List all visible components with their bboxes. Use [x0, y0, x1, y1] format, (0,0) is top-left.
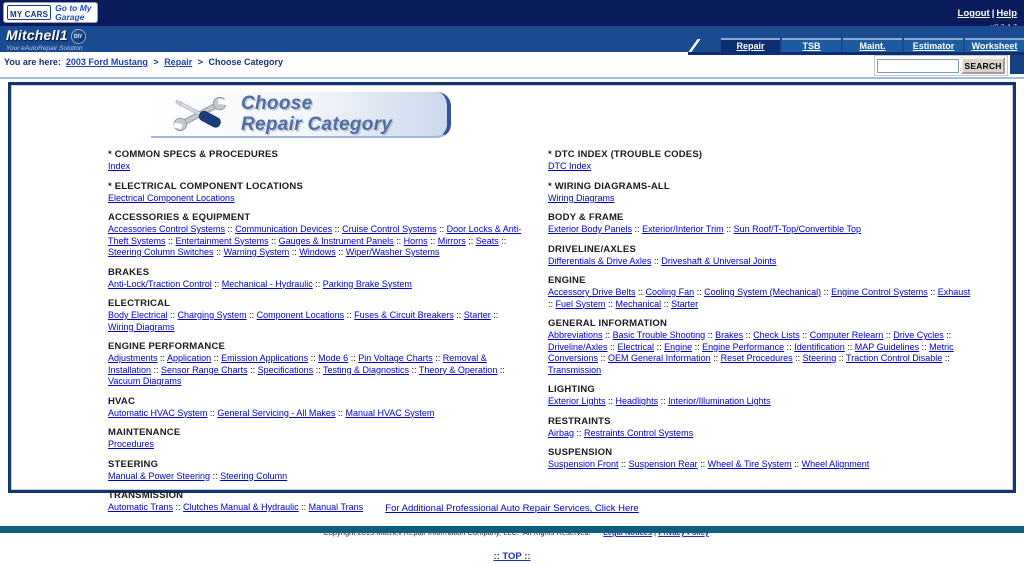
promo-link[interactable]: For Additional Professional Auto Repair Services, Click Here [385, 503, 639, 514]
my-cars-plate-icon [7, 5, 51, 20]
nav-tab-strip [693, 36, 1024, 52]
category-title: * WIRING DIAGRAMS-ALL [548, 180, 670, 192]
link-separator: :: [605, 298, 616, 309]
breadcrumb-separator: > [153, 57, 159, 67]
category-link[interactable]: Fuel System [555, 298, 606, 309]
link-separator: :: [497, 364, 505, 375]
category-link[interactable]: Specifications [257, 364, 314, 375]
link-separator: :: [246, 310, 257, 320]
category-link[interactable]: Mirrors [437, 235, 466, 246]
category-link[interactable]: Exhaust [937, 287, 971, 297]
link-separator: :: [821, 287, 832, 297]
category-link[interactable]: Door Locks & Anti-Theft Systems [108, 224, 522, 246]
tab-tsb[interactable]: TSB [782, 38, 841, 52]
category-links [108, 310, 522, 333]
category-link[interactable]: Metric Conversions [548, 341, 954, 363]
category-link[interactable]: Windows [299, 247, 336, 257]
help-link[interactable]: Help [996, 8, 1017, 19]
go-to-my-garage-button[interactable] [3, 2, 98, 23]
link-separator: :: [465, 235, 476, 246]
link-separator: :: [289, 247, 300, 257]
category-title: BRAKES [108, 266, 150, 278]
category-link[interactable]: Engine Control Systems [831, 287, 928, 297]
category-link[interactable]: Body Electrical [108, 310, 168, 320]
category-title: SUSPENSION [548, 447, 613, 458]
search-panel [874, 55, 1008, 76]
link-separator: :: [308, 353, 319, 363]
category-link[interactable]: MAP Guidelines [854, 341, 920, 352]
tab-maint[interactable]: Maint. [843, 38, 902, 52]
category-links [108, 161, 522, 173]
category-link[interactable]: Interior/Illumination Lights [668, 396, 771, 406]
category-links [108, 439, 522, 451]
link-separator: :: [705, 330, 716, 340]
link-separator: :: [844, 341, 855, 352]
category-link[interactable]: Wiring Diagrams [548, 192, 615, 203]
link-separator: :: [490, 310, 499, 320]
link-separator: :: [651, 255, 662, 266]
link-separator: :: [211, 278, 222, 289]
category-link[interactable]: Abbreviations [548, 330, 603, 340]
category-title: ENGINE PERFORMANCE [108, 341, 226, 352]
category-links [108, 224, 522, 259]
category-links [548, 161, 974, 173]
brand-name: Mitchell1 [6, 27, 68, 43]
category-link[interactable]: Pin Voltage Charts [358, 353, 433, 363]
category-links [548, 396, 974, 408]
link-separator: :: [427, 235, 438, 246]
category-section [108, 298, 522, 333]
category-link[interactable]: Restraints Control Systems [584, 427, 694, 438]
category-link[interactable]: Steering [802, 353, 837, 363]
category-link[interactable]: Automatic HVAC System [108, 407, 208, 418]
category-title: HVAC [108, 395, 136, 407]
link-separator: :: [247, 364, 258, 375]
link-separator: :: [165, 235, 176, 246]
link-separator: :: [498, 235, 507, 246]
category-link[interactable]: OEM General Information [608, 353, 711, 363]
category-link[interactable]: Wheel & Tire System [707, 459, 792, 469]
category-link[interactable]: Suspension Rear [628, 459, 698, 469]
link-separator: :: [919, 341, 930, 352]
link-separator: :: [697, 459, 708, 469]
breadcrumb-current: Choose Category [208, 57, 284, 67]
category-link[interactable]: Brakes [715, 330, 744, 340]
category-link[interactable]: Warning System [223, 247, 290, 257]
link-separator: :: [692, 341, 703, 352]
category-link[interactable]: Mode 6 [318, 353, 349, 363]
category-link[interactable]: Manual HVAC System [345, 407, 435, 418]
category-link[interactable]: Steering Column [220, 470, 288, 481]
link-separator: :: [312, 278, 323, 289]
category-title: BODY & FRAME [548, 212, 624, 223]
category-links [548, 256, 974, 268]
category-links [548, 459, 974, 471]
category-links [548, 224, 974, 236]
category-section [108, 341, 522, 388]
back-to-top-link[interactable]: :: TOP :: [493, 551, 531, 562]
category-section [548, 275, 974, 310]
category-link[interactable]: Theory & Operation [418, 364, 498, 375]
link-separator: :: [432, 353, 443, 363]
link-separator: :: [618, 459, 629, 469]
category-link[interactable]: Starter [671, 298, 699, 309]
link-separator: :: [210, 470, 221, 481]
category-title: * DTC INDEX (TROUBLE CODES) [548, 149, 703, 160]
garage-button-label: Go to My Garage [55, 2, 92, 22]
category-section [548, 447, 974, 471]
category-link[interactable]: Parking Brake System [322, 278, 412, 289]
category-link[interactable]: Suspension Front [548, 459, 619, 469]
category-link[interactable]: Transmission [548, 364, 602, 375]
link-separator: :: [348, 353, 359, 363]
category-links [108, 193, 522, 205]
category-section [548, 244, 974, 268]
breadcrumb-separator: > [197, 57, 203, 67]
category-link[interactable]: Sensor Range Charts [161, 364, 248, 375]
category-section [108, 427, 522, 451]
category-link[interactable]: Wiper/Washer Systems [345, 247, 440, 257]
link-separator: :: [792, 353, 803, 363]
breadcrumb-row [0, 52, 1024, 77]
category-link[interactable]: Exterior Body Panels [548, 224, 633, 234]
search-input[interactable] [877, 59, 959, 73]
category-section [108, 149, 522, 173]
category-link[interactable]: Procedures [108, 439, 155, 449]
category-link[interactable]: Exterior Lights [548, 396, 606, 406]
category-link[interactable]: Clutches Manual & Hydraulic [183, 502, 299, 512]
category-link[interactable]: Entertainment Systems [175, 235, 269, 246]
category-title: LIGHTING [548, 384, 595, 395]
category-link[interactable]: Airbag [548, 427, 575, 438]
link-separator: :: [654, 341, 665, 352]
link-separator: :: [335, 407, 346, 418]
link-separator: :: [298, 502, 309, 512]
category-title: * COMMON SPECS & PROCEDURES [108, 149, 279, 160]
breadcrumb-vehicle-link[interactable]: 2003 Ford Mustang [65, 57, 148, 67]
logout-link[interactable]: Logout [957, 8, 990, 19]
category-link[interactable]: General Servicing - All Makes [217, 407, 336, 418]
bottom-accent-bar [0, 526, 1024, 533]
header-right-corner [1010, 52, 1024, 74]
category-link[interactable]: Cruise Control Systems [342, 224, 437, 234]
category-title: RESTRAINTS [548, 415, 611, 427]
category-link[interactable]: Horns [403, 235, 428, 246]
category-section [108, 267, 522, 291]
crossed-tools-icon [169, 94, 231, 134]
category-link[interactable]: Seats [475, 235, 499, 246]
category-link[interactable]: Index [108, 161, 131, 171]
link-separator: :: [211, 353, 222, 363]
link-separator: :: [607, 341, 618, 352]
category-title: ACCESSORIES & EQUIPMENT [108, 212, 251, 223]
breadcrumb [4, 57, 283, 67]
link-separator: :: [694, 287, 705, 297]
link-separator: :: [548, 298, 556, 309]
link-separator: :: [167, 310, 178, 320]
category-title: * ELECTRICAL COMPONENT LOCATIONS [108, 180, 303, 192]
top-bar [0, 0, 1024, 26]
category-link[interactable]: Reset Procedures [720, 353, 793, 363]
link-separator: :: [942, 353, 950, 363]
category-link[interactable]: Accessories Control Systems [108, 224, 226, 234]
category-link[interactable]: Check Lists [753, 330, 800, 340]
link-separator: :: [836, 353, 847, 363]
link-separator: :: [927, 287, 938, 297]
link-separator: :: [710, 353, 721, 363]
category-link[interactable]: Gauges & Instrument Panels [278, 235, 394, 246]
category-link[interactable]: Electrical [617, 341, 655, 352]
category-title: GENERAL INFORMATION [548, 318, 668, 329]
choose-repair-category-banner [151, 92, 451, 138]
category-links [548, 428, 974, 440]
link-separator: :: [207, 407, 218, 418]
category-link[interactable]: Drive Cycles [893, 330, 944, 340]
link-separator: :: [632, 224, 643, 234]
category-link[interactable]: Application [167, 353, 212, 363]
category-links [108, 279, 522, 291]
category-links [108, 353, 522, 388]
link-separator: :: [791, 459, 802, 469]
category-link[interactable]: Electrical Component Locations [108, 192, 235, 203]
link-separator: :: [605, 396, 616, 406]
brand-bar [0, 26, 1024, 52]
link-separator: :: [784, 341, 795, 352]
breadcrumb-repair-link[interactable]: Repair [164, 57, 193, 67]
category-section [548, 181, 974, 205]
category-links [108, 471, 522, 483]
category-link[interactable]: Driveshaft & Universal Joints [661, 255, 777, 266]
category-link[interactable]: Cooling System (Mechanical) [704, 287, 822, 297]
category-title: ENGINE [548, 275, 586, 286]
breadcrumb-prefix: You are here: [4, 57, 61, 67]
category-links [548, 330, 974, 376]
link-separator: :: [883, 330, 894, 340]
top-links-divider: | [991, 8, 995, 19]
category-section [548, 212, 974, 236]
tab-slash-decoration [688, 39, 707, 52]
category-links [548, 287, 974, 310]
category-links [548, 193, 974, 205]
category-link[interactable]: Removal & Installation [108, 353, 487, 375]
category-link[interactable]: Accessory Drive Belts [548, 287, 636, 297]
category-section [548, 318, 974, 376]
link-separator: :: [453, 310, 464, 320]
link-separator: :: [313, 364, 323, 375]
category-column-right [548, 149, 974, 522]
link-separator: :: [943, 330, 952, 340]
search-button[interactable]: SEARCH [961, 57, 1005, 74]
category-section [108, 181, 522, 205]
link-separator: :: [173, 502, 184, 512]
category-link[interactable]: Headlights [615, 396, 659, 406]
category-link[interactable]: Mechanical [615, 298, 662, 309]
category-link[interactable]: Engine Performance [702, 341, 785, 352]
category-title: STEERING [108, 458, 159, 470]
category-link[interactable]: Driveline/Axles [548, 341, 608, 352]
category-columns [11, 149, 1013, 522]
header-separator-line [0, 77, 1024, 79]
category-link[interactable]: Manual & Power Steering [108, 470, 211, 481]
link-separator: :: [602, 330, 613, 340]
category-section [108, 396, 522, 420]
category-link[interactable]: Wheel Alignment [801, 459, 870, 469]
category-section [548, 384, 974, 408]
category-link[interactable]: Automatic Trans [108, 502, 174, 512]
page-title: Choose Repair Category [241, 93, 393, 135]
tab-worksheet[interactable]: Worksheet [965, 38, 1024, 52]
category-section [108, 212, 522, 259]
link-separator: :: [335, 247, 346, 257]
link-separator: :: [157, 353, 168, 363]
diy-badge-icon: DIY [71, 29, 86, 44]
link-separator: :: [393, 235, 404, 246]
category-section [548, 416, 974, 440]
category-title: DRIVELINE/AXLES [548, 243, 636, 255]
category-column-left [108, 149, 522, 522]
category-link[interactable]: DTC Index [548, 161, 592, 171]
category-link[interactable]: Computer Relearn [809, 330, 884, 340]
category-links [108, 408, 522, 420]
category-link[interactable]: Charging System [177, 310, 247, 320]
category-link[interactable]: Emission Applications [221, 353, 309, 363]
category-link[interactable]: Component Locations [256, 310, 345, 320]
category-section [108, 459, 522, 483]
category-section [548, 149, 974, 173]
mitchell1-logo[interactable] [6, 27, 86, 52]
link-separator: :: [344, 310, 355, 320]
category-link[interactable]: Cooling Fan [645, 287, 695, 297]
category-link[interactable]: Differentials & Drive Axles [548, 255, 652, 266]
category-link[interactable]: Adjustments [108, 353, 158, 363]
category-link[interactable]: Fuses & Circuit Breakers [354, 310, 454, 320]
link-separator: :: [574, 427, 585, 438]
category-link[interactable]: Steering Column Switches [108, 247, 214, 257]
category-title: ELECTRICAL [108, 298, 171, 309]
tab-repair[interactable]: Repair [721, 38, 780, 52]
category-link[interactable]: Engine [664, 341, 693, 352]
link-separator: :: [332, 224, 343, 234]
link-separator: :: [213, 247, 224, 257]
link-separator: :: [225, 224, 236, 234]
tab-estimator[interactable]: Estimator [904, 38, 963, 52]
category-link[interactable]: Traction Control Disable [846, 353, 943, 363]
category-link[interactable]: Sun Roof/T-Top/Convertible Top [733, 224, 861, 234]
link-separator: :: [799, 330, 810, 340]
category-link[interactable]: Manual Trans [308, 502, 364, 512]
link-separator: :: [743, 330, 754, 340]
link-separator: :: [151, 364, 162, 375]
category-link[interactable]: Identification [794, 341, 845, 352]
link-separator: :: [723, 224, 734, 234]
category-title: TRANSMISSION [108, 490, 184, 501]
category-link[interactable]: Exterior/Interior Trim [642, 224, 724, 234]
link-separator: :: [661, 298, 672, 309]
link-separator: :: [268, 235, 279, 246]
category-link[interactable]: Communication Devices [235, 224, 333, 234]
category-link[interactable]: Starter [463, 310, 491, 320]
my-cars-label: MY CARS [10, 10, 49, 19]
category-link[interactable]: Testing & Diagnostics [322, 364, 410, 375]
category-link[interactable]: Basic Trouble Shooting [612, 330, 706, 340]
link-separator: :: [436, 224, 447, 234]
category-link[interactable]: Mechanical - Hydraulic [221, 278, 313, 289]
category-link[interactable]: Vacuum Diagrams [108, 376, 182, 386]
link-separator: :: [598, 353, 609, 363]
brand-tagline: Your eAutoRepair Solution [6, 45, 83, 52]
category-link[interactable]: Wiring Diagrams [108, 321, 175, 332]
link-separator: :: [409, 364, 419, 375]
link-separator: :: [635, 287, 646, 297]
link-separator: :: [658, 396, 669, 406]
category-title: MAINTENANCE [108, 427, 181, 438]
category-link[interactable]: Anti-Lock/Traction Control [108, 278, 212, 289]
